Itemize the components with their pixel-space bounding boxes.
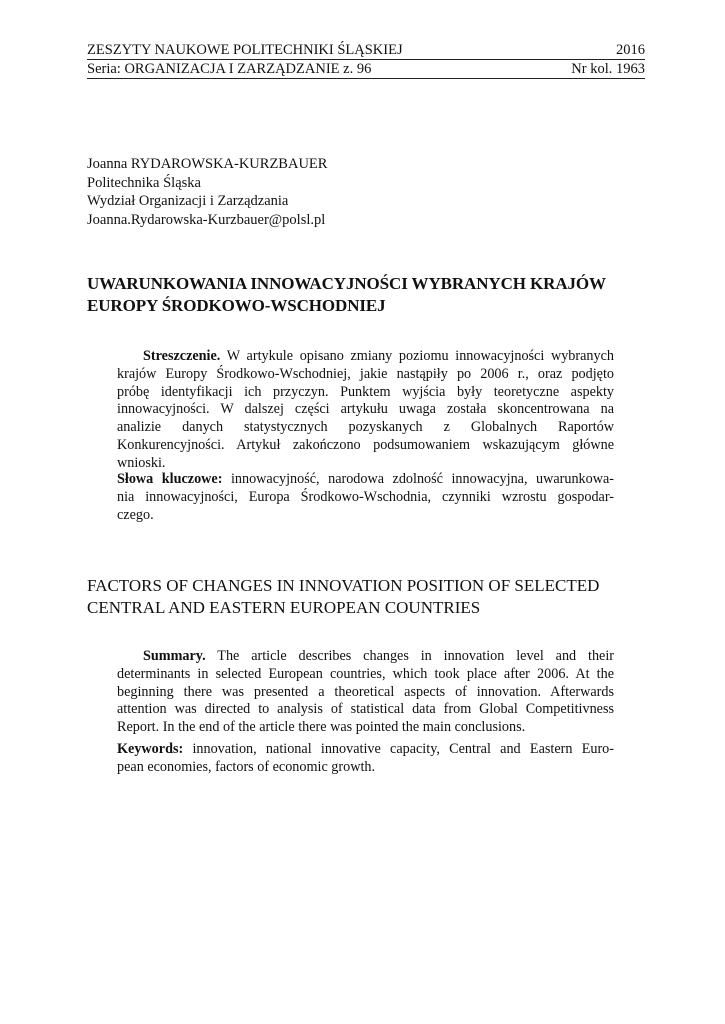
series-name: Seria: ORGANIZACJA I ZARZĄDZANIE z. 96 <box>87 61 372 77</box>
author-faculty: Wydział Organizacji i Zarządzania <box>87 193 289 209</box>
abstract-polish-line-1: Streszczenie. W artykule opisano zmiany poziomu innowacyjności wybranych <box>143 348 614 364</box>
abstract-english-line-5: Report. In the end of the article there was pointed the main conclusions. <box>117 719 526 736</box>
title-english-line-2: CENTRAL AND EASTERN EUROPEAN COUNTRIES <box>87 598 481 617</box>
abstract-english <box>117 648 614 737</box>
title-english-line-1: FACTORS OF CHANGES IN INNOVATION POSITION OF SELECTED <box>87 576 600 595</box>
abstract-english-line-3: beginning there was presented a theoretical aspects of innovation. Afterwards <box>117 683 614 700</box>
abstract-polish <box>117 348 614 473</box>
header-row-top <box>87 41 645 59</box>
abstract-polish-line-5: analizie danych statystycznych pozyskanych z Globalnych Raportów <box>117 419 614 436</box>
title-polish-line-1: UWARUNKOWANIA INNOWACYJNOŚCI WYBRANYCH KRAJÓW <box>87 274 606 293</box>
header-rule-bottom <box>87 78 645 79</box>
author-block <box>87 155 327 229</box>
keywords-english-line-1: Keywords: innovation, national innovative capacity, Central and Eastern Euro- <box>117 741 614 757</box>
title-english <box>87 575 647 619</box>
abstract-polish-line-3: próbę identyfikacji ich przyczyn. Punktem wyjścia były teoretyczne aspekty <box>117 383 614 400</box>
issue-number: Nr kol. 1963 <box>571 61 645 77</box>
journal-year: 2016 <box>616 42 645 58</box>
keywords-polish <box>117 471 614 524</box>
abstract-polish-line-7: wnioski. <box>117 454 166 471</box>
abstract-english-line-2: determinants in selected European countries, which took place after 2006. At the <box>117 665 614 682</box>
abstract-english-line-1: Summary. The article describes changes in innovation level and their <box>143 648 614 664</box>
abstract-polish-line-2: krajów Europy Środkowo-Wschodniej, jakie nastąpiły po 2006 r., oraz podjęto <box>117 365 614 382</box>
keywords-english <box>117 741 614 777</box>
keywords-english-label: Keywords: <box>117 741 184 757</box>
author-institution: Politechnika Śląska <box>87 174 201 191</box>
keywords-polish-line-3: czego. <box>117 506 154 523</box>
keywords-polish-line-2: nia innowacyjności, Europa Środkowo-Wschodnia, czynniki wzrostu gospodar- <box>117 488 614 505</box>
abstract-polish-label: Streszczenie. <box>143 348 221 364</box>
keywords-english-line-2: pean economies, factors of economic growth. <box>117 758 376 775</box>
title-polish <box>87 273 647 317</box>
title-polish-line-2: EUROPY ŚRODKOWO-WSCHODNIEJ <box>87 296 386 315</box>
abstract-polish-line-6: Konkurencyjności. Artykuł zakończono podsumowaniem wskazującym główne <box>117 436 614 453</box>
author-name: Joanna RYDAROWSKA-KURZBAUER <box>87 156 328 172</box>
keywords-polish-line-1: Słowa kluczowe: innowacyjność, narodowa zdolność innowacyjna, uwarunkowa- <box>117 471 615 487</box>
author-email: Joanna.Rydarowska-Kurzbauer@polsl.pl <box>87 211 326 228</box>
abstract-english-line-4: attention was directed to analysis of statistical data from Global Competitivness <box>117 701 614 718</box>
keywords-polish-label: Słowa kluczowe: <box>117 471 223 487</box>
journal-name: ZESZYTY NAUKOWE POLITECHNIKI ŚLĄSKIEJ <box>87 42 403 58</box>
abstract-english-label: Summary. <box>143 648 206 664</box>
abstract-polish-line-4: innowacyjności. W dalszej części artykułu uwaga została skoncentrowana na <box>117 401 614 418</box>
header-row-bottom <box>87 60 645 78</box>
journal-header <box>87 41 645 79</box>
